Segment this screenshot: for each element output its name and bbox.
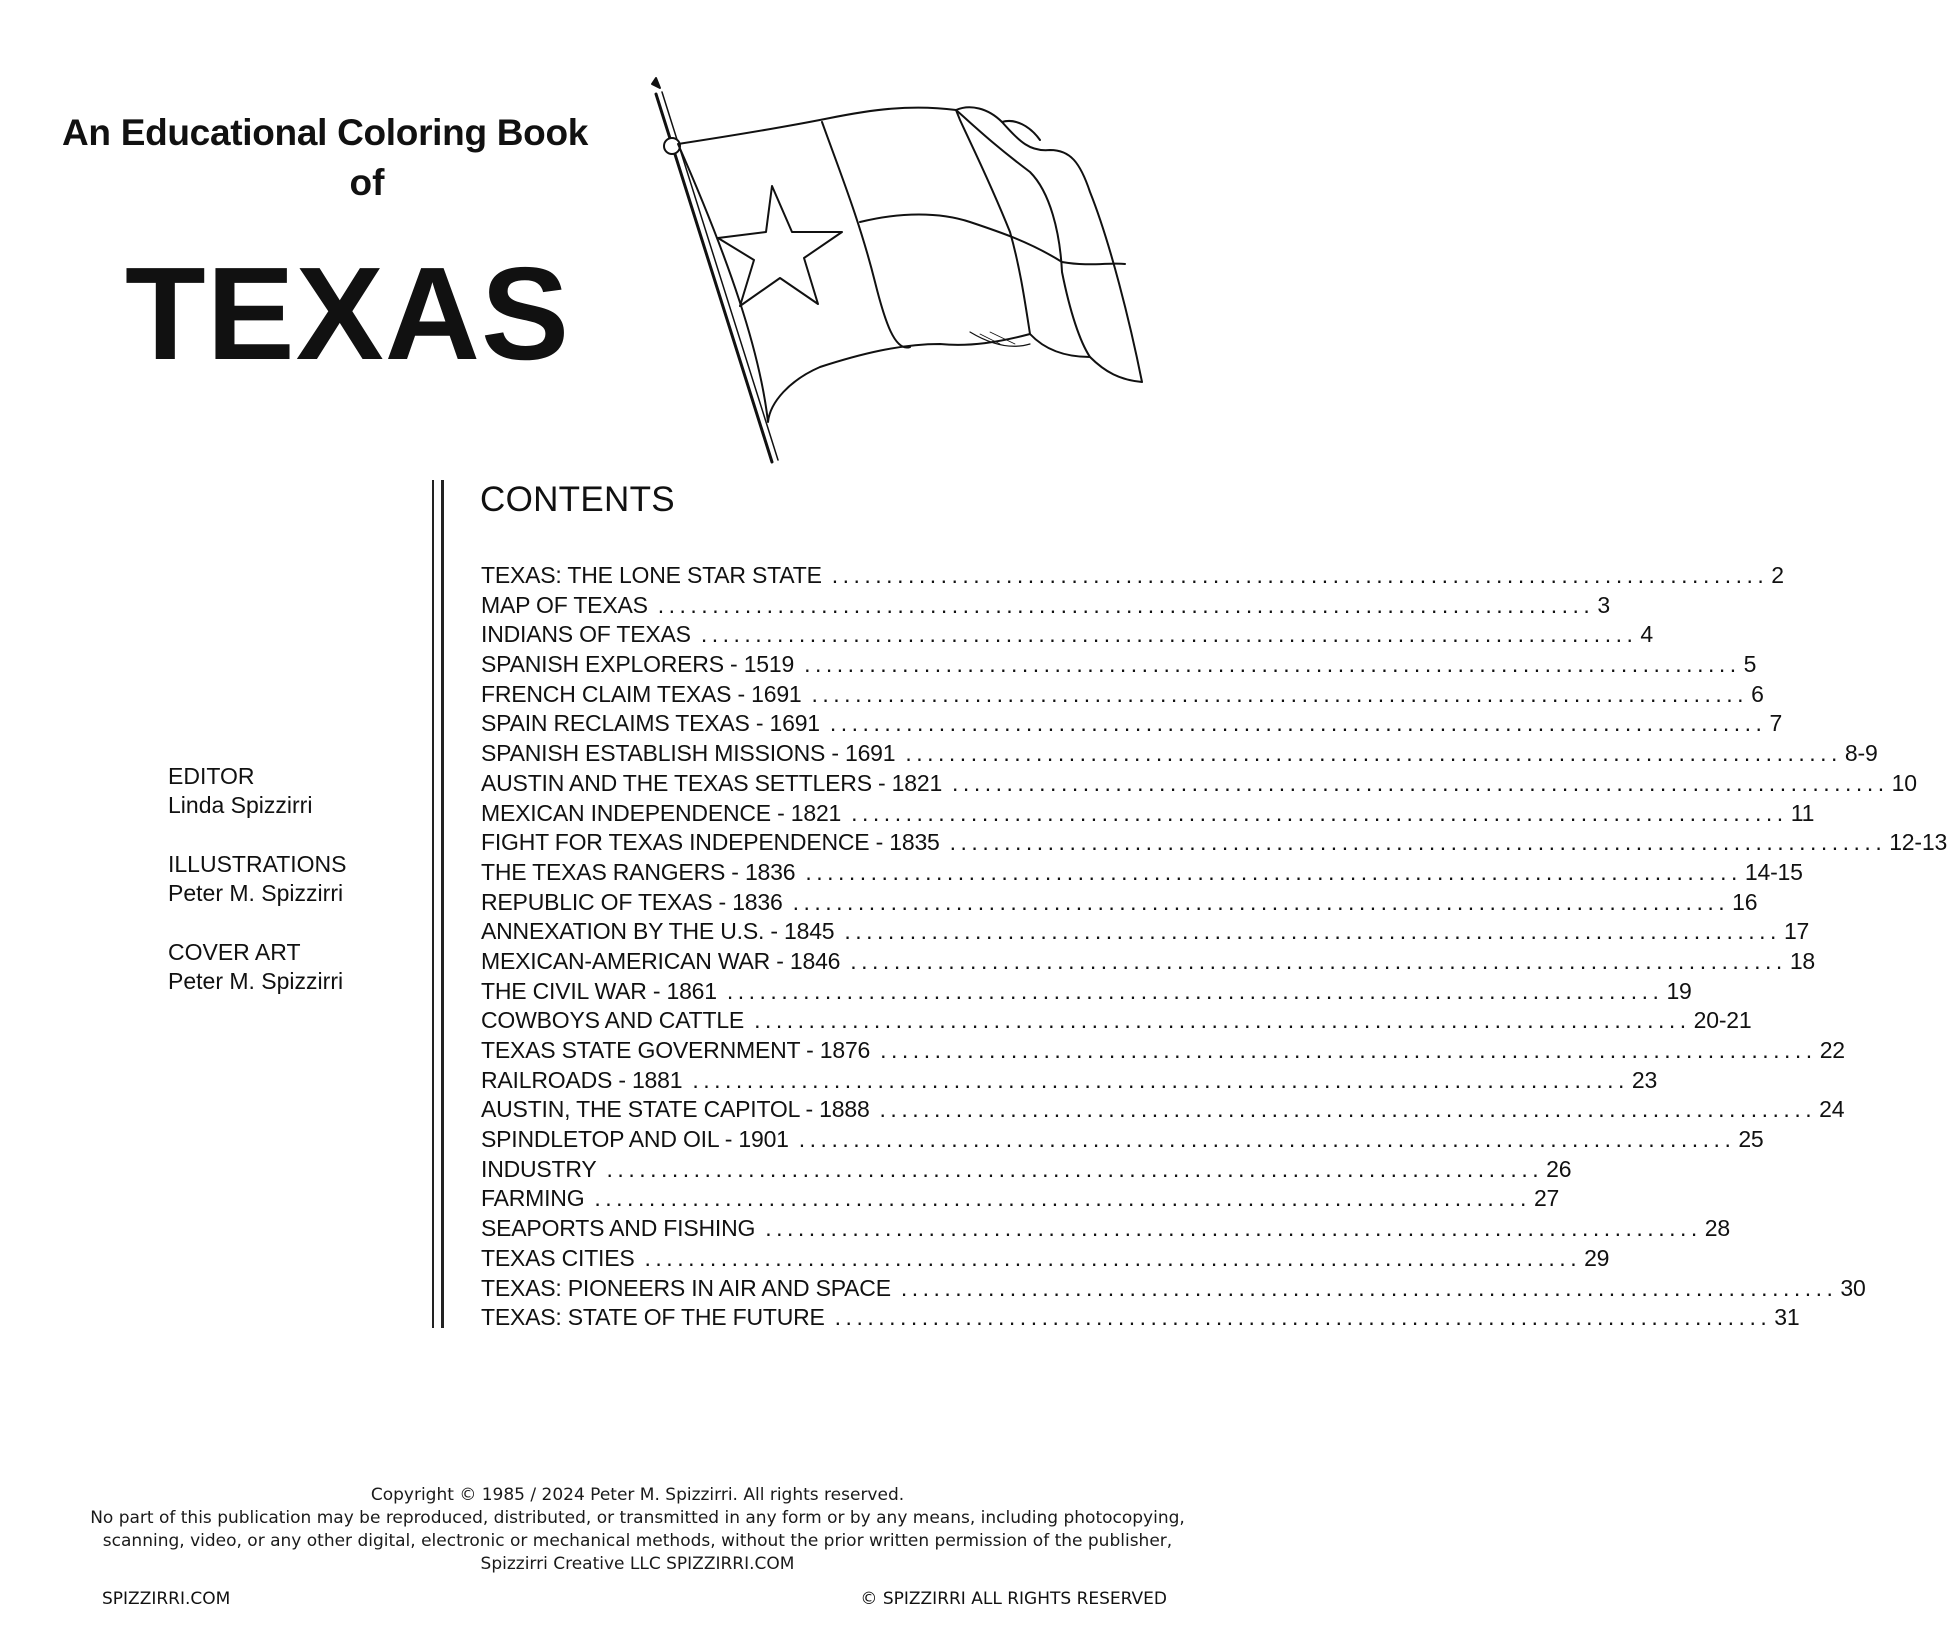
toc-entry[interactable] [481,769,1917,800]
toc-entry[interactable] [481,621,1653,651]
toc-dot-leader: ...................................................................................... [765,1215,1702,1242]
contents-divider-line [432,480,434,1328]
credit-role: EDITOR [168,763,255,789]
toc-dot-leader: ...................................................................................... [834,1304,1772,1331]
toc-dot-leader: ...................................................................................... [804,651,1741,678]
toc-entry-page: 25 [1738,1126,1764,1153]
toc-dot-leader: ...................................................................................... [844,918,1781,945]
toc-entry-title: MEXICAN INDEPENDENCE - 1821 [481,799,842,826]
toc-dot-leader: ...................................................................................... [805,858,1742,885]
toc-dot-leader: ...................................................................................... [692,1066,1629,1093]
toc-entry[interactable] [481,888,1758,919]
toc-entry-page: 7 [1769,710,1783,737]
toc-dot-leader: ...................................................................................... [880,1037,1817,1063]
toc-entry[interactable] [481,1007,1752,1037]
toc-entry-title: TEXAS STATE GOVERNMENT - 1876 [481,1037,871,1063]
toc-entry-page: 31 [1774,1304,1800,1331]
toc-entry[interactable] [481,1066,1658,1097]
toc-entry-title: INDIANS OF TEXAS [481,621,691,648]
toc-entry-title: TEXAS: STATE OF THE FUTURE [481,1304,825,1331]
toc-entry-page: 26 [1546,1155,1572,1182]
toc-entry[interactable] [481,858,1803,889]
toc-dot-leader: ...................................................................................... [700,621,1638,648]
title-line-2: of [349,162,385,203]
toc-entry-page: 18 [1789,947,1816,974]
copyright-line: Spizzirri Creative LLC SPIZZIRRI.COM [480,1554,795,1574]
credit-editor [168,762,347,820]
toc-dot-leader: ...................................................................................... [879,1096,1817,1123]
toc-entry-page: 30 [1840,1274,1866,1301]
toc-entry[interactable] [481,1185,1560,1215]
credit-person: Linda Spizzirri [168,792,313,818]
toc-entry-page: 24 [1819,1096,1845,1123]
toc-entry-title: TEXAS: THE LONE STAR STATE [481,562,822,588]
toc-dot-leader: ...................................................................................... [829,710,1767,737]
toc-entry-page: 10 [1891,769,1917,796]
toc-entry-page: 29 [1584,1244,1610,1271]
toc-entry[interactable] [481,1274,1866,1305]
toc-entry-page: 16 [1732,888,1758,915]
toc-entry[interactable] [481,829,1947,859]
toc-entry-page: 3 [1597,591,1610,618]
toc-entry-page: 20-21 [1693,1007,1752,1034]
toc-entry-page: 12-13 [1889,829,1947,856]
footer-rights: © SPIZZIRRI ALL RIGHTS RESERVED [860,1589,1167,1609]
toc-entry-page: 6 [1751,680,1764,707]
toc-entry-page: 2 [1771,562,1784,588]
toc-entry-title: TEXAS: PIONEERS IN AIR AND SPACE [481,1274,891,1301]
toc-entry-page: 11 [1790,799,1815,826]
footer-website-link[interactable]: SPIZZIRRI.COM [102,1589,231,1609]
toc-entry[interactable] [481,1126,1764,1156]
toc-entry-title: MAP OF TEXAS [481,591,648,618]
toc-entry-title: THE TEXAS RANGERS - 1836 [481,858,796,885]
copyright-notice [30,1484,1245,1576]
book-title: TEXAS [125,240,571,387]
toc-entry[interactable] [481,1304,1800,1334]
toc-entry-page: 27 [1533,1185,1560,1212]
toc-dot-leader: ...................................................................................... [811,680,1749,707]
toc-entry-title: AUSTIN, THE STATE CAPITOL - 1888 [481,1096,870,1123]
copyright-line: No part of this publication may be reproduced, distributed, or transmitted in any form or by any means, including photocopying, [90,1508,1185,1528]
toc-entry-title: THE CIVIL WAR - 1861 [481,977,717,1004]
toc-entry-title: MEXICAN-AMERICAN WAR - 1846 [481,947,841,974]
credit-cover-art [168,938,347,996]
toc-entry[interactable] [481,562,1784,592]
toc-dot-leader: ...................................................................................... [952,769,1889,796]
credit-illustrations [168,850,347,908]
toc-entry[interactable] [481,947,1816,978]
toc-entry-title: AUSTIN AND THE TEXAS SETTLERS - 1821 [481,769,943,796]
credit-role: COVER ART [168,939,301,965]
copyright-line: Copyright © 1985 / 2024 Peter M. Spizzirri. All rights reserved. [370,1485,905,1505]
toc-entry-page: 14-15 [1744,858,1803,885]
toc-dot-leader: ...................................................................................... [606,1155,1544,1182]
toc-entry[interactable] [481,1155,1572,1186]
toc-dot-leader: ...................................................................................... [905,740,1842,767]
toc-entry-page: 8-9 [1844,740,1878,767]
toc-dot-leader: ...................................................................................... [850,947,1787,974]
toc-dot-leader: ...................................................................................... [644,1244,1582,1271]
toc-entry[interactable] [481,799,1815,830]
toc-entry-title: SPAIN RECLAIMS TEXAS - 1691 [481,710,820,737]
toc-dot-leader: ...................................................................................... [949,829,1887,856]
toc-entry-page: 22 [1819,1037,1845,1063]
toc-entry-title: INDUSTRY [481,1155,597,1182]
toc-entry-page: 4 [1640,621,1653,648]
toc-dot-leader: ...................................................................................... [798,1126,1736,1153]
toc-entry-title: RAILROADS - 1881 [481,1066,683,1093]
toc-entry-title: SPANISH EXPLORERS - 1519 [481,651,795,678]
contents-divider-line [441,480,444,1328]
credit-person: Peter M. Spizzirri [168,968,344,994]
toc-entry-title: SPANISH ESTABLISH MISSIONS - 1691 [481,740,896,767]
toc-entry-title: FRENCH CLAIM TEXAS - 1691 [481,680,802,707]
toc-entry-page: 17 [1783,918,1810,945]
toc-dot-leader: ...................................................................................... [831,562,1769,588]
toc-dot-leader: ...................................................................................... [754,1007,1691,1034]
toc-dot-leader: ...................................................................................... [594,1185,1531,1212]
toc-entry[interactable] [481,680,1764,711]
toc-entry-title: FIGHT FOR TEXAS INDEPENDENCE - 1835 [481,829,940,856]
toc-entry-title: FARMING [481,1185,585,1212]
toc-entry[interactable] [481,1096,1845,1126]
title-line-1: An Educational Coloring Book [62,112,589,153]
toc-entry-page: 19 [1666,977,1692,1004]
toc-entry-page: 23 [1631,1066,1658,1093]
toc-entry-title: REPUBLIC OF TEXAS - 1836 [481,888,783,915]
toc-entry[interactable] [481,710,1783,740]
toc-entry[interactable] [481,740,1878,770]
toc-entry-title: COWBOYS AND CATTLE [481,1007,745,1034]
toc-entry-title: ANNEXATION BY THE U.S. - 1845 [481,918,835,945]
toc-dot-leader: ...................................................................................... [657,591,1595,618]
toc-entry[interactable] [481,1215,1730,1245]
credit-role: ILLUSTRATIONS [168,851,347,877]
toc-entry[interactable] [481,918,1810,948]
toc-dot-leader: ...................................................................................... [851,799,1788,826]
texas-flag-icon [670,82,1200,492]
credit-person: Peter M. Spizzirri [168,880,344,906]
copyright-line: scanning, video, or any other digital, electronic or mechanical methods, without the prior written permission of the publisher, [102,1531,1173,1551]
toc-entry[interactable] [481,651,1757,681]
contents-heading: CONTENTS [480,480,675,519]
toc-entry[interactable] [481,591,1610,622]
toc-dot-leader: ...................................................................................... [792,888,1730,915]
toc-entry-title: TEXAS CITIES [481,1244,635,1271]
toc-entry[interactable] [481,1244,1610,1275]
toc-dot-leader: ...................................................................................... [900,1274,1838,1301]
toc-entry-page: 5 [1743,651,1757,678]
toc-entry-title: SPINDLETOP AND OIL - 1901 [481,1126,789,1153]
toc-entry[interactable] [481,1037,1845,1067]
toc-entry-page: 28 [1704,1215,1730,1242]
toc-entry[interactable] [481,977,1692,1008]
table-of-contents [481,562,1947,1334]
toc-entry-title: SEAPORTS AND FISHING [481,1215,756,1242]
credits [168,762,347,1026]
toc-dot-leader: ...................................................................................... [726,977,1664,1004]
